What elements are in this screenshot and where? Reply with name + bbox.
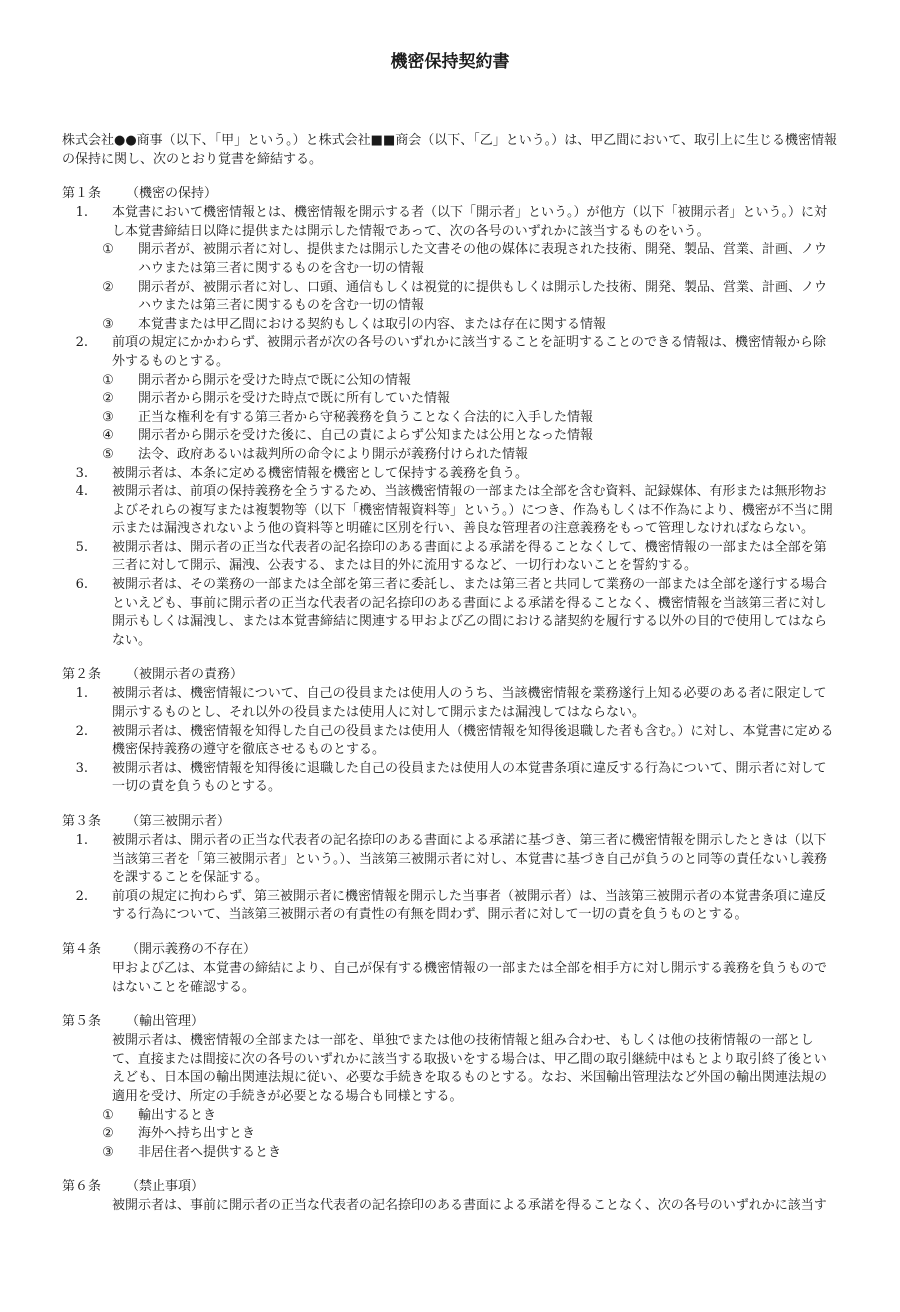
intro-paragraph: 株式会社●●商事（以下、「甲」という。）と株式会社■■商会（以下、「乙」という。）は、甲乙間において、取引上に生じる機密情報の保持に関し、次のとおり覚書を締結する。 [62, 133, 837, 167]
clause-number: 1. [75, 833, 88, 848]
clause-number: 3. [75, 760, 88, 776]
sub-item-number: ② [102, 391, 114, 407]
document-title: 機密保持契約書 [390, 52, 510, 72]
sub-item [62, 372, 838, 391]
clause-text: 被開示者は、開示者の正当な代表者の記名捺印のある書面による承諾に基づき、第三者に機密情報を開示したときは（以下当該第三者を「第三被開示者」という。）、当該第三被開示者に対し、本覚書に基づき自己が負うのと同等の責任ないし義務を課することを保証する。 [112, 833, 828, 886]
sub-item [62, 390, 838, 409]
article-number: 第３条 [62, 814, 102, 829]
clause-item [62, 539, 838, 576]
article-paragraph: 被開示者は、事前に開示者の正当な代表者の記名捺印のある書面による承諾を得ることなく、次の各号のいずれかに該当す [112, 1198, 827, 1214]
sub-item-text: 非居住者へ提供するとき [138, 1144, 282, 1160]
sub-item-text: 開示者が、被開示者に対し、口頭、通信もしくは視覚的に提供もしくは開示した技術、開発、製品、営業、計画、ノウハウまたは第三者に関するものを含む一切の情報 [138, 279, 828, 314]
clause-number: 2. [75, 335, 88, 351]
article-title: （第三被開示者） [126, 814, 231, 829]
sub-item-number: ④ [102, 428, 114, 444]
article [62, 941, 838, 997]
article [62, 666, 838, 797]
sub-item-text: 本覚書または甲乙間における契約もしくは取引の内容、または存在に関する情報 [138, 316, 607, 332]
clause-text: 被開示者は、開示者の正当な代表者の記名捺印のある書面による承諾を得ることなくして、機密情報の一部または全部を第三者に対して開示、漏洩、公表する、または目的外に流用するなど、一切行わないことを誓約する。 [112, 539, 827, 574]
article [62, 813, 838, 925]
article-title: （禁止事項） [126, 1179, 205, 1195]
sub-item [62, 241, 838, 278]
article-paragraph: 被開示者は、機密情報の全部または一部を、単独でまたは他の技術情報と組み合わせ、もしくは他の技術情報の一部として、直接または間接に次の各号のいずれかに該当する取扱いをする場合は、甲乙間の取引継続中はもとより取引終了後といえども、日本国の輸出関連法規に従い、必要な手続きを取るものとする。なお、米国輸出管理法など外国の輸出関連法規の適用を受け、所定の手続きが必要となる場合も同様とする。 [112, 1033, 828, 1104]
sub-item-number: ② [102, 1126, 114, 1142]
clause-item [62, 334, 838, 371]
article-number: 第５条 [62, 1014, 102, 1030]
clause-number: 3. [75, 465, 88, 481]
article-heading [62, 185, 838, 204]
article-title: （被開示者の責務） [126, 667, 244, 683]
clause-text: 被開示者は、機密情報を知得した自己の役員または使用人（機密情報を知得後退職した者も含む。）に対し、本覚書に定める機密保持義務の遵守を徹底させるものとする。 [112, 723, 834, 758]
sub-item [62, 1125, 838, 1144]
sub-item-text: 開示者から開示を受けた後に、自己の責によらず公知または公用となった情報 [138, 428, 594, 444]
clause-text: 本覚書において機密情報とは、機密情報を開示する者（以下「開示者」という。）が他方（以下「被開示者」という。）に対し本覚書締結日以降に提供または開示した情報であって、次の各号のいずれかに該当するものをいう。 [112, 205, 828, 239]
clause-number: 4. [75, 484, 88, 500]
clause-item [62, 465, 838, 484]
article [62, 1178, 838, 1216]
clause-number: 5. [75, 539, 88, 555]
article-number: 第１条 [62, 186, 102, 202]
sub-item-text: 輸出するとき [138, 1107, 217, 1123]
sub-item-number: ③ [102, 409, 114, 425]
clause-number: 1. [75, 686, 88, 702]
sub-item-number: ① [102, 1107, 114, 1123]
clause-text: 被開示者は、その業務の一部または全部を第三者に委託し、または第三者と共同して業務の一部または全部を遂行する場合といえども、事前に開示者の正当な代表者の記名捺印のある書面による承諾を得ることなく、機密情報を当該第三者に対し開示もしくは漏洩し、または本覚書締結に関連する甲および乙の間における諸契約を履行する以外の目的で使用してはならない。 [112, 577, 828, 648]
clause-item [62, 723, 838, 760]
clause-number: 2. [75, 888, 88, 904]
article-heading [62, 1178, 838, 1197]
sub-item-text: 正当な権利を有する第三者から守秘義務を負うことなく合法的に入手した情報 [138, 409, 594, 425]
sub-item-number: ① [102, 372, 114, 388]
clause-item [62, 483, 838, 539]
sub-item-text: 開示者が、被開示者に対し、提供または開示した文書その他の媒体に表現された技術、開発、製品、営業、計画、ノウハウまたは第三者に関するものを含む一切の情報 [138, 242, 828, 276]
clause-item [62, 576, 838, 650]
clause-item [62, 685, 838, 722]
clause-text: 前項の規定に拘わらず、第三被開示者に機密情報を開示した当事者（被開示者）は、当該第三被開示者の本覚書条項に違反する行為について、当該第三被開示者の有責性の有無を問わず、開示者に対して一切の責を負うものとする。 [112, 888, 826, 923]
clause-text: 被開示者は、機密情報について、自己の役員または使用人のうち、当該機密情報を業務遂行上知る必要のある者に限定して開示するものとし、それ以外の役員または使用人に対して開示または漏洩してはならない。 [112, 686, 827, 721]
clause-number: 1. [75, 205, 88, 221]
sub-item-number: ③ [102, 316, 114, 332]
sub-item-number: ③ [102, 1144, 114, 1160]
article-heading [62, 941, 838, 960]
sub-item [62, 446, 838, 465]
article-heading [62, 666, 838, 685]
sub-item [62, 316, 838, 335]
clause-item [62, 888, 838, 925]
articles-container [62, 185, 838, 1216]
sub-item-text: 開示者から開示を受けた時点で既に公知の情報 [138, 372, 412, 388]
sub-item-text: 法令、政府あるいは裁判所の命令により開示が義務付けられた情報 [138, 446, 529, 462]
clause-item [62, 832, 838, 888]
clause-text: 被開示者は、機密情報を知得後に退職した自己の役員または使用人の本覚書条項に違反する行為について、開示者に対して一切の責を負うものとする。 [112, 760, 827, 795]
article-number: 第４条 [62, 941, 102, 957]
article [62, 185, 838, 650]
sub-item [62, 427, 838, 446]
clause-text: 被開示者は、本条に定める機密情報を機密として保持する義務を負う。 [112, 465, 529, 481]
sub-item-text: 海外へ持ち出すとき [138, 1126, 256, 1142]
article-number: 第６条 [62, 1179, 102, 1195]
clause-text: 被開示者は、前項の保持義務を全うするため、当該機密情報の一部または全部を含む資料、記録媒体、有形または無形物およびそれらの複写または複製物等（以下「機密情報資料等」という。）につき、作為もしくは不作為により、機密が不当に開示または漏洩されないよう他の資料等と明確に区別を行い、善良な管理者の注意義務をもって管理しなければならない。 [112, 484, 833, 537]
sub-item-number: ② [102, 279, 114, 295]
article-heading [62, 813, 838, 832]
clause-item [62, 760, 838, 797]
article-number: 第２条 [62, 667, 102, 683]
sub-item [62, 279, 838, 316]
clause-number: 2. [75, 723, 88, 739]
clause-text: 前項の規定にかかわらず、被開示者が次の各号のいずれかに該当することを証明することのできる情報は、機密情報から除外するものとする。 [112, 335, 826, 369]
article-title: （機密の保持） [126, 186, 218, 202]
sub-item-number: ① [102, 242, 114, 258]
article-title: （開示義務の不存在） [126, 941, 257, 957]
article [62, 1013, 838, 1162]
sub-item [62, 1144, 838, 1163]
sub-item [62, 1107, 838, 1126]
sub-item [62, 409, 838, 428]
clause-number: 6. [75, 577, 88, 593]
article-heading [62, 1013, 838, 1032]
sub-item-number: ⑤ [102, 446, 114, 462]
article-paragraph: 甲および乙は、本覚書の締結により、自己が保有する機密情報の一部または全部を相手方に対し開示する義務を負うものではないことを確認する。 [112, 960, 828, 995]
clause-item [62, 204, 838, 241]
article-title: （輸出管理） [126, 1014, 205, 1030]
sub-item-text: 開示者から開示を受けた時点で既に所有していた情報 [138, 391, 451, 407]
